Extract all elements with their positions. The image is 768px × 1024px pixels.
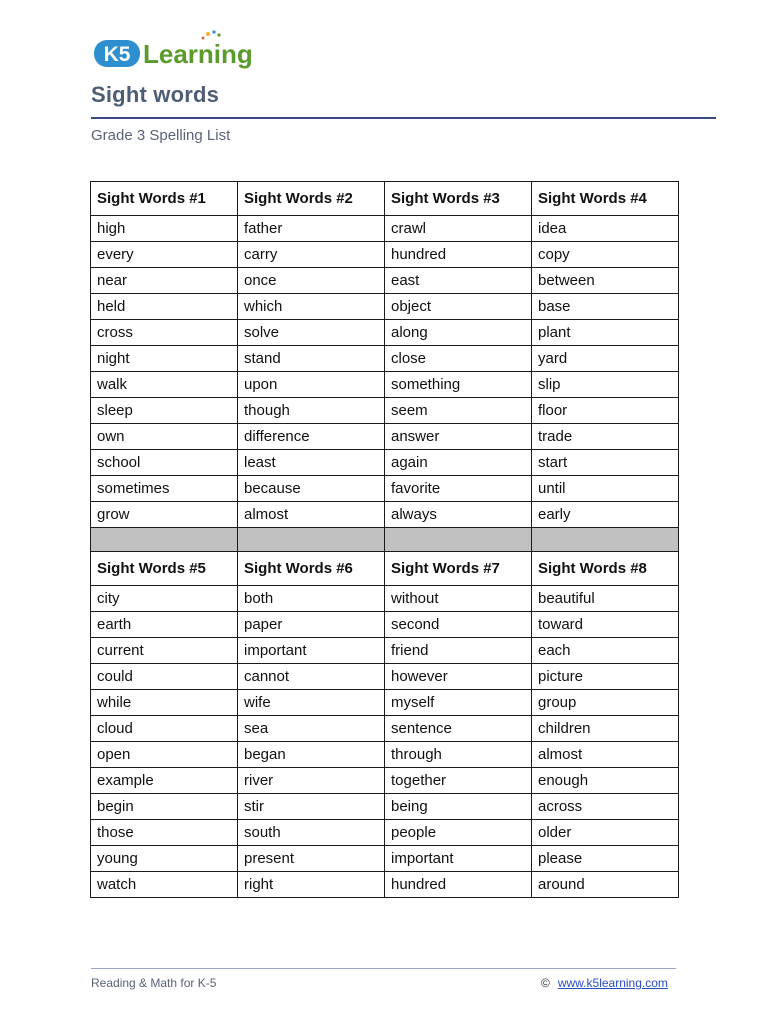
table-cell: sentence: [385, 716, 532, 742]
table-row: [91, 502, 679, 528]
table-cell: every: [91, 242, 238, 268]
table-cell: held: [91, 294, 238, 320]
table-cell: south: [238, 820, 385, 846]
table-cell: hundred: [385, 242, 532, 268]
table-row: [91, 476, 679, 502]
table-cell: solve: [238, 320, 385, 346]
table-cell: base: [532, 294, 679, 320]
table-cell: right: [238, 872, 385, 898]
table-cell: sleep: [91, 398, 238, 424]
table-cell: again: [385, 450, 532, 476]
table-cell: yard: [532, 346, 679, 372]
table-cell: copy: [532, 242, 679, 268]
table-row: [91, 372, 679, 398]
table-cell: always: [385, 502, 532, 528]
table-row: [91, 398, 679, 424]
table-cell: near: [91, 268, 238, 294]
logo-word-text: Learning: [143, 39, 253, 69]
table-cell: toward: [532, 612, 679, 638]
table-cell: however: [385, 664, 532, 690]
table-cell: though: [238, 398, 385, 424]
table-separator-row: [91, 528, 679, 552]
table-cell: once: [238, 268, 385, 294]
table-cell: around: [532, 872, 679, 898]
table-cell: those: [91, 820, 238, 846]
table-cell: carry: [238, 242, 385, 268]
table-cell: father: [238, 216, 385, 242]
table-row: [91, 586, 679, 612]
table-cell: myself: [385, 690, 532, 716]
table-row: [91, 346, 679, 372]
table-cell: beautiful: [532, 586, 679, 612]
table-cell: across: [532, 794, 679, 820]
table-row: [91, 768, 679, 794]
table-cell: answer: [385, 424, 532, 450]
logo-badge-text: K5: [103, 43, 131, 66]
separator-cell: [91, 528, 238, 552]
table-cell: river: [238, 768, 385, 794]
column-header: Sight Words #5: [91, 552, 238, 586]
table-row: [91, 294, 679, 320]
table-cell: night: [91, 346, 238, 372]
table-cell: wife: [238, 690, 385, 716]
sight-words-table: [90, 181, 679, 898]
table-cell: current: [91, 638, 238, 664]
table-cell: sometimes: [91, 476, 238, 502]
table-cell: slip: [532, 372, 679, 398]
table-row: [91, 268, 679, 294]
table-cell: hundred: [385, 872, 532, 898]
footer-website-link[interactable]: www.k5learning.com: [557, 976, 668, 990]
separator-cell: [238, 528, 385, 552]
table-cell: open: [91, 742, 238, 768]
separator-cell: [532, 528, 679, 552]
table-cell: without: [385, 586, 532, 612]
table-cell: important: [238, 638, 385, 664]
table-header-row: [91, 552, 679, 586]
table-cell: picture: [532, 664, 679, 690]
table-row: [91, 242, 679, 268]
table-cell: which: [238, 294, 385, 320]
table-row: [91, 716, 679, 742]
table-cell: young: [91, 846, 238, 872]
table-row: [91, 742, 679, 768]
page-subtitle: Grade 3 Spelling List: [91, 127, 231, 144]
table-cell: almost: [238, 502, 385, 528]
table-cell: early: [532, 502, 679, 528]
table-row: [91, 638, 679, 664]
table-cell: cannot: [238, 664, 385, 690]
table-header-row: [91, 182, 679, 216]
table-cell: high: [91, 216, 238, 242]
table-cell: own: [91, 424, 238, 450]
table-cell: because: [238, 476, 385, 502]
footer-copyright: [541, 976, 668, 990]
column-header: Sight Words #2: [238, 182, 385, 216]
table-cell: close: [385, 346, 532, 372]
table-cell: enough: [532, 768, 679, 794]
table-row: [91, 320, 679, 346]
table-cell: cross: [91, 320, 238, 346]
table-cell: earth: [91, 612, 238, 638]
table-cell: object: [385, 294, 532, 320]
k5-learning-logo: [93, 30, 258, 72]
column-header: Sight Words #1: [91, 182, 238, 216]
table-cell: each: [532, 638, 679, 664]
table-cell: while: [91, 690, 238, 716]
footer-divider: [91, 968, 676, 969]
copyright-symbol: ©: [541, 976, 550, 990]
table-cell: favorite: [385, 476, 532, 502]
table-cell: floor: [532, 398, 679, 424]
column-header: Sight Words #7: [385, 552, 532, 586]
table-row: [91, 872, 679, 898]
table-cell: stand: [238, 346, 385, 372]
table-cell: grow: [91, 502, 238, 528]
table-cell: example: [91, 768, 238, 794]
table-row: [91, 690, 679, 716]
table-cell: begin: [91, 794, 238, 820]
table-row: [91, 846, 679, 872]
table-row: [91, 820, 679, 846]
table-cell: began: [238, 742, 385, 768]
table-cell: older: [532, 820, 679, 846]
table-cell: until: [532, 476, 679, 502]
table-cell: trade: [532, 424, 679, 450]
table-cell: plant: [532, 320, 679, 346]
footer-tagline: Reading & Math for K-5: [91, 976, 217, 990]
table-cell: watch: [91, 872, 238, 898]
table-cell: crawl: [385, 216, 532, 242]
table-cell: least: [238, 450, 385, 476]
table-row: [91, 612, 679, 638]
page-title: Sight words: [91, 82, 220, 107]
table-cell: school: [91, 450, 238, 476]
table-row: [91, 794, 679, 820]
table-cell: present: [238, 846, 385, 872]
table-cell: together: [385, 768, 532, 794]
table-cell: children: [532, 716, 679, 742]
table-cell: through: [385, 742, 532, 768]
column-header: Sight Words #6: [238, 552, 385, 586]
table-cell: difference: [238, 424, 385, 450]
separator-cell: [385, 528, 532, 552]
table-cell: between: [532, 268, 679, 294]
table-cell: being: [385, 794, 532, 820]
table-cell: second: [385, 612, 532, 638]
table-cell: start: [532, 450, 679, 476]
table-cell: walk: [91, 372, 238, 398]
table-cell: seem: [385, 398, 532, 424]
table-cell: group: [532, 690, 679, 716]
table-cell: please: [532, 846, 679, 872]
table-row: [91, 424, 679, 450]
table-cell: could: [91, 664, 238, 690]
table-cell: something: [385, 372, 532, 398]
table-cell: along: [385, 320, 532, 346]
table-row: [91, 664, 679, 690]
table-cell: cloud: [91, 716, 238, 742]
title-divider: [91, 117, 716, 119]
table-cell: people: [385, 820, 532, 846]
table-cell: important: [385, 846, 532, 872]
table-cell: idea: [532, 216, 679, 242]
table-cell: paper: [238, 612, 385, 638]
table-row: [91, 450, 679, 476]
column-header: Sight Words #8: [532, 552, 679, 586]
table-cell: upon: [238, 372, 385, 398]
table-cell: east: [385, 268, 532, 294]
table-cell: friend: [385, 638, 532, 664]
column-header: Sight Words #4: [532, 182, 679, 216]
table-row: [91, 216, 679, 242]
table-cell: city: [91, 586, 238, 612]
table-cell: both: [238, 586, 385, 612]
column-header: Sight Words #3: [385, 182, 532, 216]
table-cell: stir: [238, 794, 385, 820]
table-cell: almost: [532, 742, 679, 768]
table-cell: sea: [238, 716, 385, 742]
